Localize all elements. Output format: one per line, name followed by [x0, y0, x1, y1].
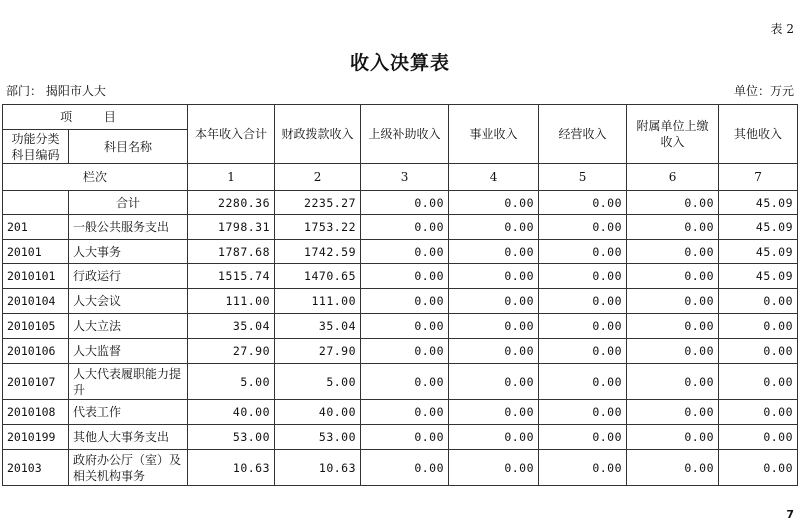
- header-item: 项 目: [3, 105, 188, 130]
- table-row: [3, 215, 798, 240]
- cell-total: 10.63: [188, 450, 275, 486]
- cell-superior: 0.00: [361, 400, 449, 425]
- cell-total: 27.90: [188, 339, 275, 364]
- cell-operating: 0.00: [539, 215, 627, 240]
- cell-other: 0.00: [719, 425, 798, 450]
- cell-other: 45.09: [719, 240, 798, 264]
- cell-fiscal: 27.90: [275, 339, 361, 364]
- table-row: [3, 400, 798, 425]
- cell-business: 0.00: [449, 191, 539, 215]
- cell-operating: 0.00: [539, 191, 627, 215]
- cell-affiliated: 0.00: [627, 339, 719, 364]
- header-func-code: 功能分类科目编码: [3, 130, 69, 164]
- row-code: [3, 191, 69, 215]
- cell-total: 5.00: [188, 364, 275, 400]
- cell-business: 0.00: [449, 450, 539, 486]
- cell-business: 0.00: [449, 289, 539, 314]
- column-index: 7: [719, 164, 798, 191]
- cell-operating: 0.00: [539, 425, 627, 450]
- cell-fiscal: 35.04: [275, 314, 361, 339]
- column-index: 4: [449, 164, 539, 191]
- cell-other: 45.09: [719, 191, 798, 215]
- row-code: 2010104: [3, 289, 69, 314]
- cell-affiliated: 0.00: [627, 240, 719, 264]
- header-fiscal: 财政拨款收入: [275, 105, 361, 164]
- cell-fiscal: 5.00: [275, 364, 361, 400]
- page-number: 7: [786, 508, 794, 521]
- header-superior: 上级补助收入: [361, 105, 449, 164]
- row-code: 2010105: [3, 314, 69, 339]
- cell-affiliated: 0.00: [627, 264, 719, 289]
- cell-total: 1798.31: [188, 215, 275, 240]
- cell-operating: 0.00: [539, 264, 627, 289]
- header-business: 事业收入: [449, 105, 539, 164]
- cell-superior: 0.00: [361, 240, 449, 264]
- table-row: [3, 339, 798, 364]
- cell-superior: 0.00: [361, 425, 449, 450]
- department-label: 部门： 揭阳市人大: [6, 84, 106, 98]
- cell-business: 0.00: [449, 339, 539, 364]
- row-code: 2010106: [3, 339, 69, 364]
- cell-other: 0.00: [719, 364, 798, 400]
- cell-total: 40.00: [188, 400, 275, 425]
- cell-affiliated: 0.00: [627, 289, 719, 314]
- header-affiliated: 附属单位上缴收入: [627, 105, 719, 164]
- header-subject-name: 科目名称: [69, 130, 188, 164]
- table-row: [3, 450, 798, 486]
- row-code: 2010108: [3, 400, 69, 425]
- column-index: 6: [627, 164, 719, 191]
- row-name: 合计: [69, 191, 188, 215]
- cell-operating: 0.00: [539, 450, 627, 486]
- cell-total: 111.00: [188, 289, 275, 314]
- cell-superior: 0.00: [361, 339, 449, 364]
- row-name: 行政运行: [69, 264, 188, 289]
- cell-other: 0.00: [719, 400, 798, 425]
- cell-affiliated: 0.00: [627, 400, 719, 425]
- cell-fiscal: 10.63: [275, 450, 361, 486]
- cell-other: 45.09: [719, 264, 798, 289]
- cell-affiliated: 0.00: [627, 215, 719, 240]
- row-name: 人大立法: [69, 314, 188, 339]
- cell-superior: 0.00: [361, 450, 449, 486]
- column-index-label: 栏次: [3, 164, 188, 191]
- row-name: 人大事务: [69, 240, 188, 264]
- column-index: 5: [539, 164, 627, 191]
- cell-business: 0.00: [449, 364, 539, 400]
- unit-label: 单位：万元: [733, 84, 794, 98]
- cell-business: 0.00: [449, 240, 539, 264]
- cell-affiliated: 0.00: [627, 314, 719, 339]
- cell-operating: 0.00: [539, 364, 627, 400]
- row-code: 20101: [3, 240, 69, 264]
- cell-business: 0.00: [449, 425, 539, 450]
- cell-total: 1787.68: [188, 240, 275, 264]
- cell-superior: 0.00: [361, 364, 449, 400]
- cell-affiliated: 0.00: [627, 364, 719, 400]
- cell-fiscal: 111.00: [275, 289, 361, 314]
- cell-fiscal: 1470.65: [275, 264, 361, 289]
- header-other: 其他收入: [719, 105, 798, 164]
- table-row: [3, 425, 798, 450]
- row-code: 201: [3, 215, 69, 240]
- cell-business: 0.00: [449, 400, 539, 425]
- cell-operating: 0.00: [539, 289, 627, 314]
- cell-operating: 0.00: [539, 400, 627, 425]
- column-index: 3: [361, 164, 449, 191]
- row-name: 代表工作: [69, 400, 188, 425]
- header-operating: 经营收入: [539, 105, 627, 164]
- table-row: [3, 314, 798, 339]
- cell-other: 0.00: [719, 450, 798, 486]
- table-number: 表 2: [770, 22, 794, 36]
- page-title: 收入决算表: [349, 52, 450, 74]
- table-row-total: [3, 191, 798, 215]
- row-name: 一般公共服务支出: [69, 215, 188, 240]
- row-name: 人大会议: [69, 289, 188, 314]
- row-name: 人大监督: [69, 339, 188, 364]
- cell-total: 1515.74: [188, 264, 275, 289]
- cell-business: 0.00: [449, 264, 539, 289]
- cell-superior: 0.00: [361, 289, 449, 314]
- cell-fiscal: 40.00: [275, 400, 361, 425]
- cell-fiscal: 2235.27: [275, 191, 361, 215]
- cell-affiliated: 0.00: [627, 450, 719, 486]
- row-name: 人大代表履职能力提升: [69, 364, 188, 400]
- column-index: 1: [188, 164, 275, 191]
- cell-superior: 0.00: [361, 191, 449, 215]
- cell-other: 0.00: [719, 314, 798, 339]
- table-row: [3, 264, 798, 289]
- cell-superior: 0.00: [361, 215, 449, 240]
- cell-operating: 0.00: [539, 339, 627, 364]
- row-code: 20103: [3, 450, 69, 486]
- row-code: 2010199: [3, 425, 69, 450]
- cell-superior: 0.00: [361, 314, 449, 339]
- cell-business: 0.00: [449, 215, 539, 240]
- cell-operating: 0.00: [539, 314, 627, 339]
- cell-operating: 0.00: [539, 240, 627, 264]
- table-row: [3, 240, 798, 264]
- row-name: 政府办公厅（室）及相关机构事务: [69, 450, 188, 486]
- cell-total: 53.00: [188, 425, 275, 450]
- column-index: 2: [275, 164, 361, 191]
- cell-total: 2280.36: [188, 191, 275, 215]
- header-total: 本年收入合计: [188, 105, 275, 164]
- cell-total: 35.04: [188, 314, 275, 339]
- cell-fiscal: 1753.22: [275, 215, 361, 240]
- table-row: [3, 289, 798, 314]
- row-code: 2010107: [3, 364, 69, 400]
- cell-business: 0.00: [449, 314, 539, 339]
- cell-other: 45.09: [719, 215, 798, 240]
- row-code: 2010101: [3, 264, 69, 289]
- cell-other: 0.00: [719, 339, 798, 364]
- cell-affiliated: 0.00: [627, 191, 719, 215]
- table-row: [3, 364, 798, 400]
- income-final-accounts-table: [2, 104, 798, 486]
- cell-superior: 0.00: [361, 264, 449, 289]
- cell-affiliated: 0.00: [627, 425, 719, 450]
- cell-fiscal: 1742.59: [275, 240, 361, 264]
- cell-other: 0.00: [719, 289, 798, 314]
- cell-fiscal: 53.00: [275, 425, 361, 450]
- row-name: 其他人大事务支出: [69, 425, 188, 450]
